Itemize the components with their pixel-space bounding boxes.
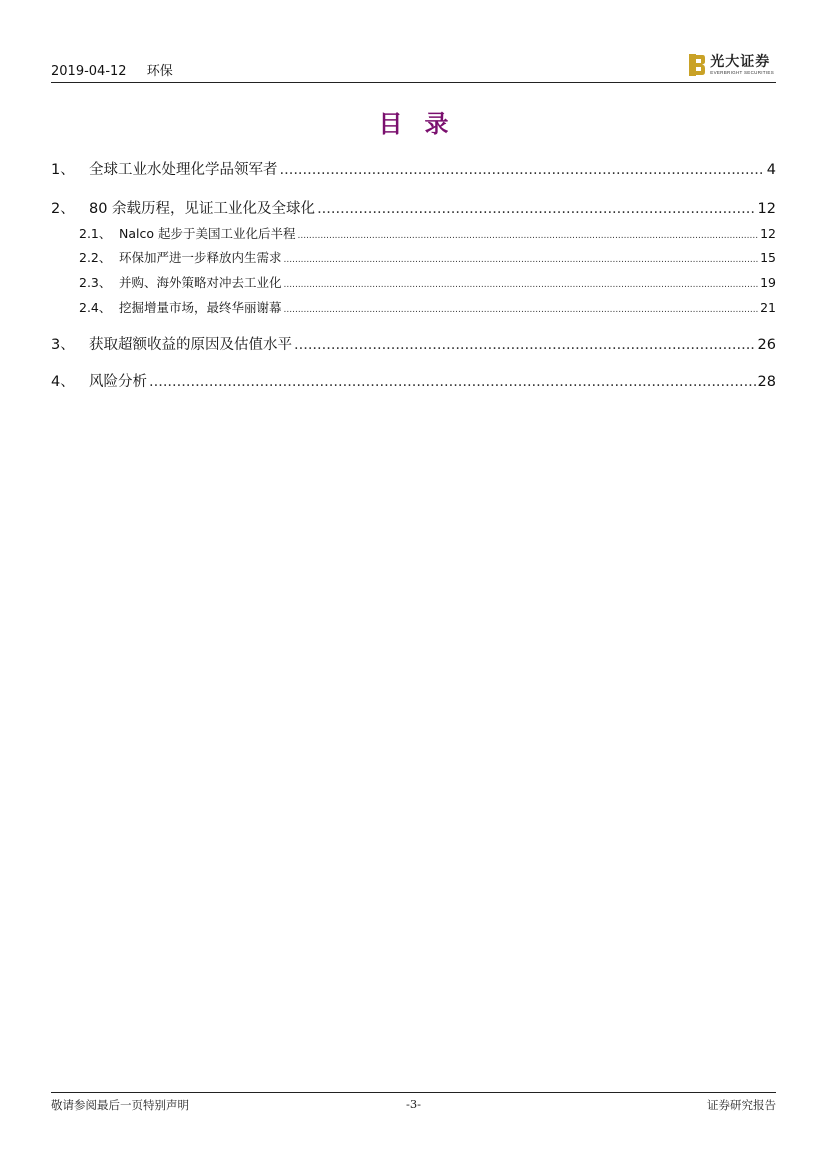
toc-leader-dots xyxy=(284,255,759,265)
header-category: 环保 xyxy=(146,64,173,79)
page-footer xyxy=(51,1097,776,1113)
header-date: 2019-04-12 xyxy=(51,64,127,79)
toc-entry-number: 2、 xyxy=(51,201,75,217)
toc-leader-dots xyxy=(294,337,756,353)
toc-entry[interactable] xyxy=(51,158,776,179)
toc-entry-number: 2.2、 xyxy=(79,250,112,265)
toc-entry-title: 全球工业水处理化学品领军者 xyxy=(89,162,278,178)
toc-leader-dots xyxy=(297,231,758,241)
toc-entry-number: 1、 xyxy=(51,162,75,178)
toc-leader-dots xyxy=(280,162,765,178)
toc-entry[interactable] xyxy=(51,370,776,391)
header-meta xyxy=(51,60,173,79)
toc-leader-dots xyxy=(284,280,759,290)
toc-entry-number: 2.4、 xyxy=(79,300,112,315)
logo-chinese-name: 光大证券 xyxy=(710,53,771,70)
toc-subentry[interactable] xyxy=(51,248,776,266)
toc-entry-title: Nalco 起步于美国工业化后半程 xyxy=(119,226,296,241)
toc-entry-page: 4 xyxy=(766,162,776,178)
footer-report-type: 证券研究报告 xyxy=(707,1098,776,1112)
toc-entry-title: 获取超额收益的原因及估值水平 xyxy=(89,337,292,353)
toc-entry-number: 2.3、 xyxy=(79,275,112,290)
everbright-logo xyxy=(688,52,774,78)
toc-entry-title: 并购、海外策略对冲去工业化 xyxy=(119,275,282,290)
toc-entry-page: 12 xyxy=(757,201,776,217)
page-number: -3- xyxy=(405,1097,422,1111)
toc-leader-dots xyxy=(284,305,759,315)
toc-entry-number: 4、 xyxy=(51,374,75,390)
toc-subentry[interactable] xyxy=(51,298,776,316)
toc-entry-page: 26 xyxy=(757,337,776,353)
toc-entry[interactable] xyxy=(51,333,776,354)
toc-entry-page: 21 xyxy=(760,300,776,315)
toc-leader-dots xyxy=(149,374,756,390)
toc-subentry[interactable] xyxy=(51,224,776,242)
toc-entry-title: 挖掘增量市场，最终华丽谢幕 xyxy=(119,300,282,315)
logo-english-name: EVERBRIGHT SECURITIES xyxy=(710,69,774,75)
toc-entry[interactable] xyxy=(51,197,776,218)
toc-entry-number: 2.1、 xyxy=(79,226,112,241)
toc-entry-title: 风险分析 xyxy=(89,374,147,390)
toc-subentry[interactable] xyxy=(51,273,776,291)
toc-entry-number: 3、 xyxy=(51,337,75,353)
page-header xyxy=(51,52,776,83)
toc-entry-title: 80 余载历程，见证工业化及全球化 xyxy=(89,201,316,217)
toc-entry-page: 28 xyxy=(757,374,776,390)
everbright-logo-icon xyxy=(688,53,706,77)
footer-disclaimer: 敬请参阅最后一页特别声明 xyxy=(51,1098,189,1112)
toc-entry-page: 12 xyxy=(760,226,776,241)
footer-rule xyxy=(51,1092,776,1093)
toc-entry-page: 19 xyxy=(760,275,776,290)
toc-entry-title: 环保加严进一步释放内生需求 xyxy=(119,250,282,265)
page-title: 目录 xyxy=(378,110,471,138)
toc-entry-page: 15 xyxy=(760,250,776,265)
toc-leader-dots xyxy=(317,201,755,217)
